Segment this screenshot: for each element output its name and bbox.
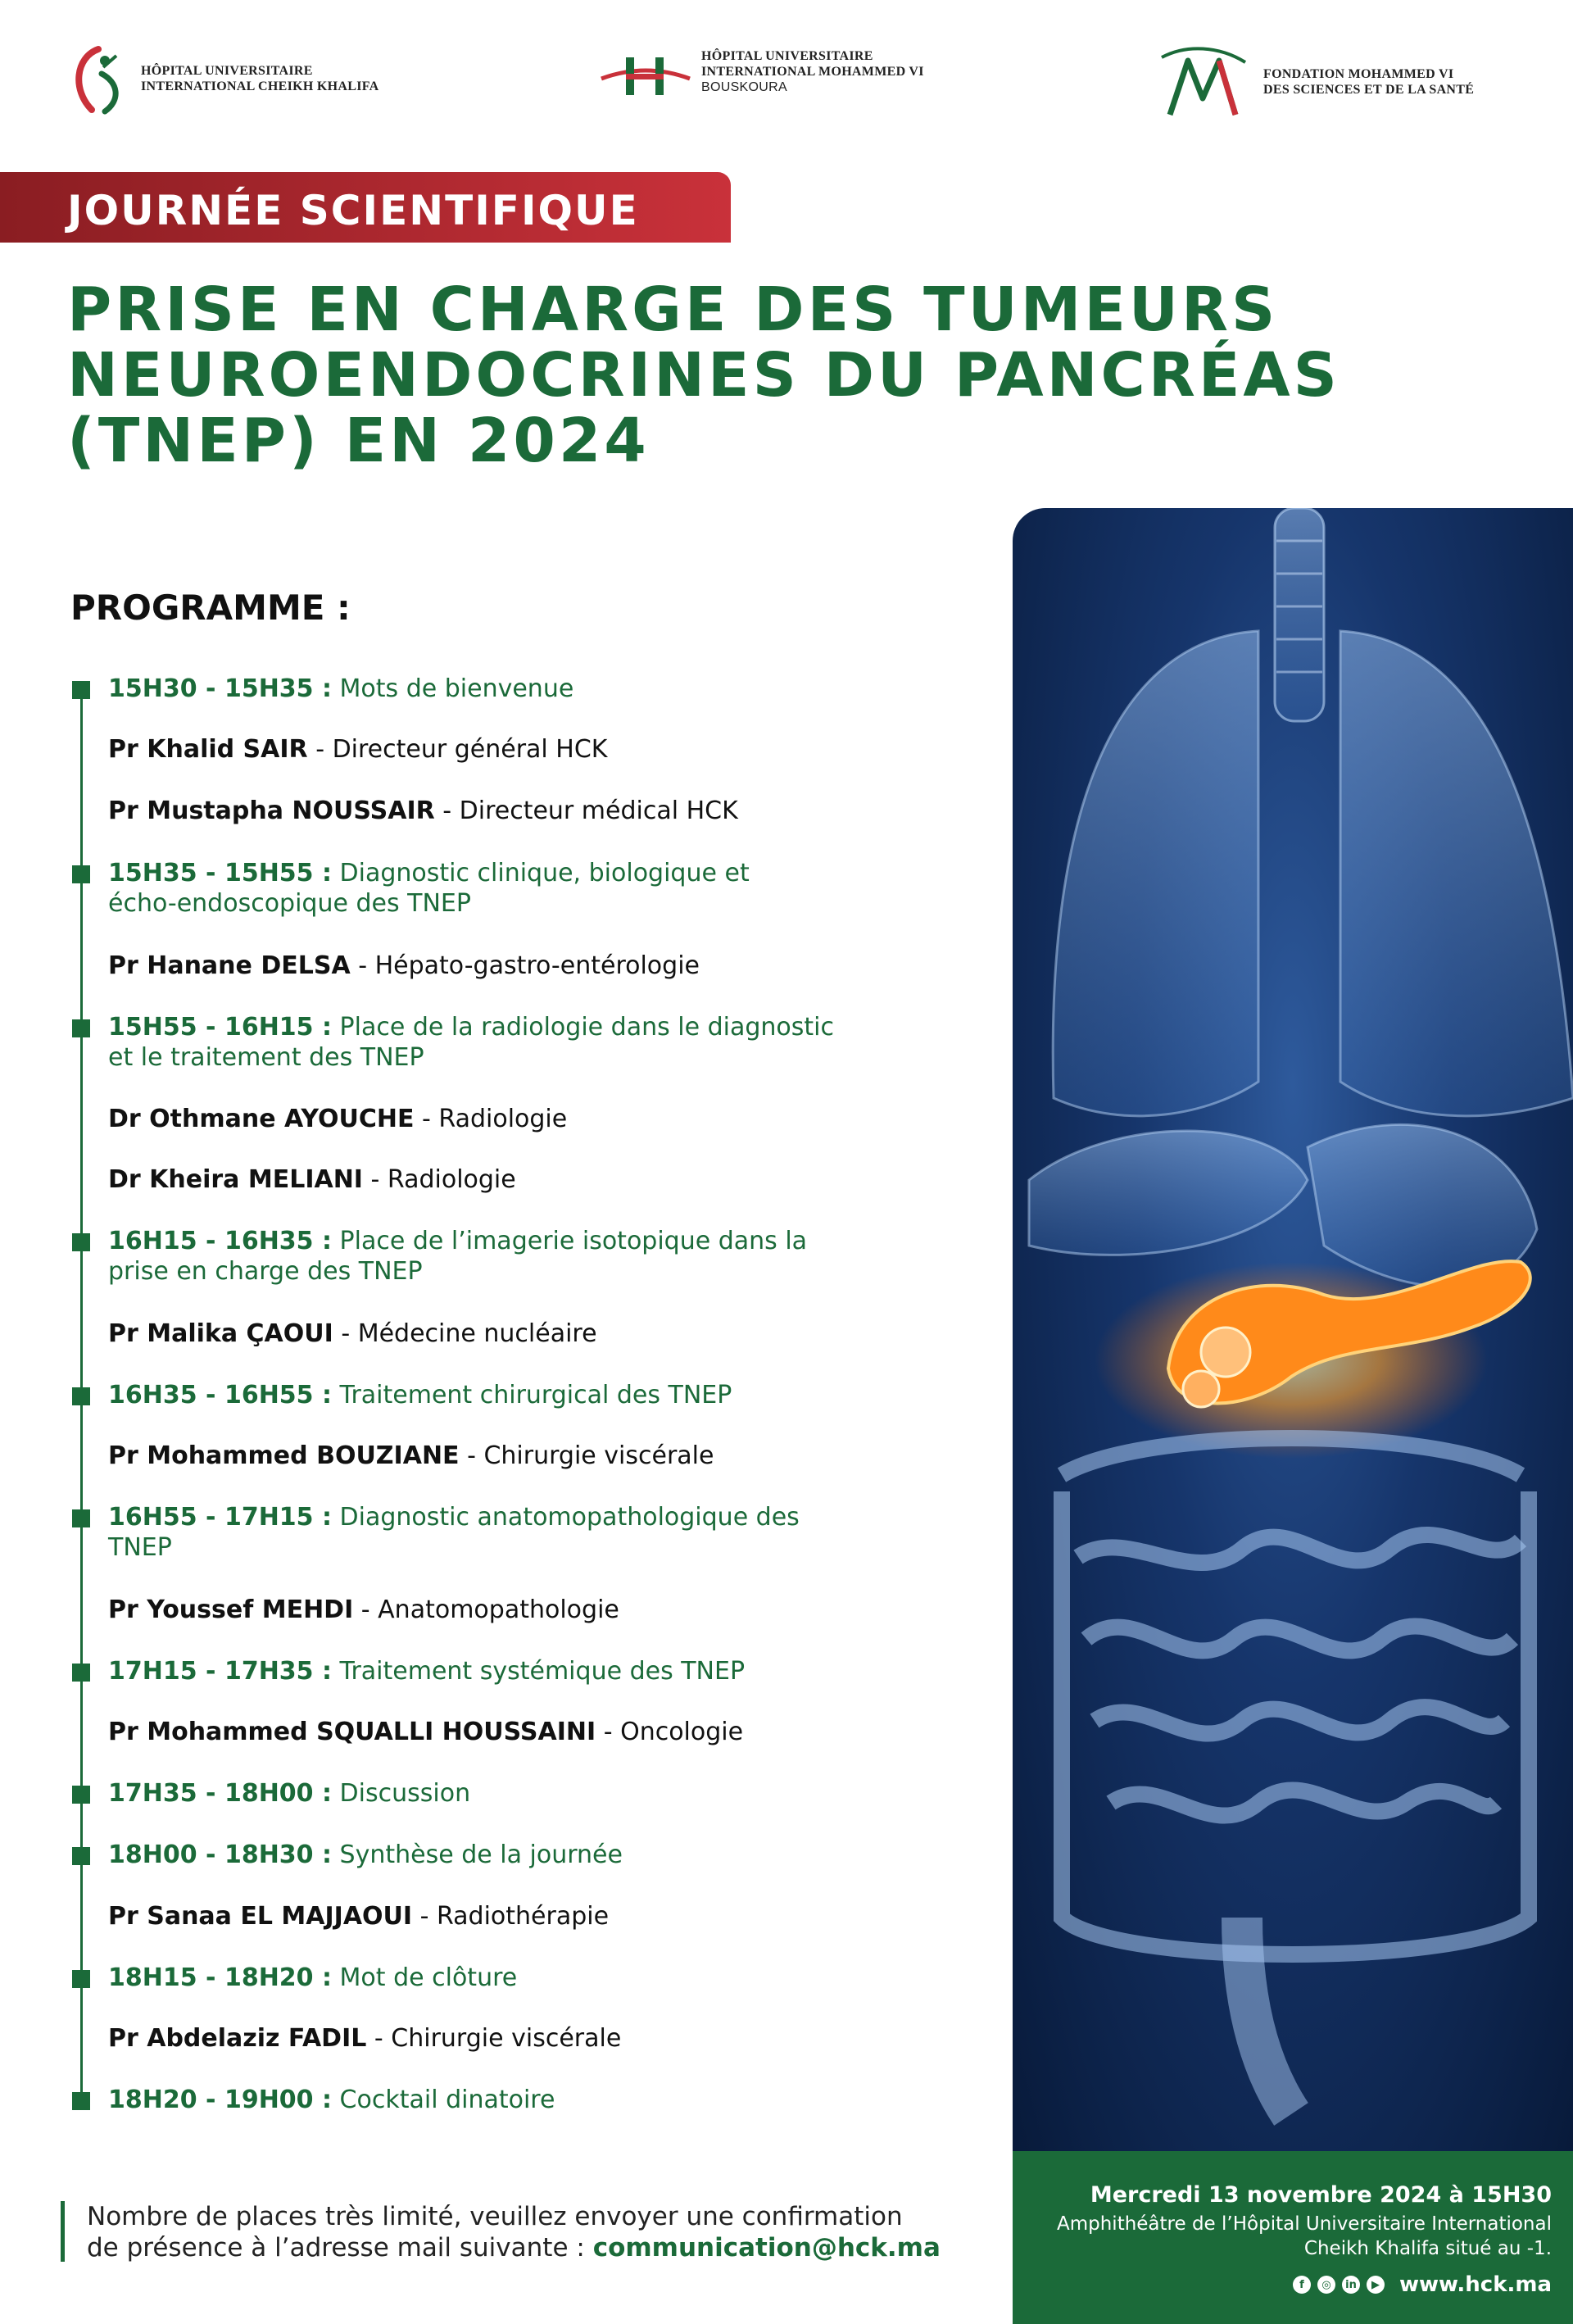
session-time: 17H15 - 17H35 : (108, 1657, 332, 1686)
timeline-bullet (72, 1970, 90, 1988)
timeline-bullet (72, 1387, 90, 1405)
title-line-2: NEUROENDOCRINES DU PANCRÉAS (67, 340, 1340, 411)
title-line-1: PRISE EN CHARGE DES TUMEURS (67, 275, 1279, 345)
programme-session (108, 858, 895, 919)
event-place-line-2: Cheikh Khalifa situé au -1. (1303, 2238, 1552, 2259)
timeline-bullet (72, 1664, 90, 1682)
session-time: 16H15 - 16H35 : (108, 1227, 332, 1255)
speaker-role: - Radiologie (422, 1105, 568, 1133)
linkedin-icon[interactable]: in (1342, 2276, 1360, 2294)
programme-session (108, 1963, 895, 1993)
programme-session (108, 1502, 895, 1563)
programme-speaker (108, 1319, 895, 1349)
registration-note-line-1: Nombre de places très limité, veuillez envoyer une confirmation (87, 2202, 903, 2231)
programme-session (108, 674, 895, 704)
programme-speaker (108, 1441, 895, 1471)
header (0, 0, 1573, 139)
timeline-bullet (72, 865, 90, 883)
speaker-name: Pr Hanane DELSA (108, 951, 351, 980)
event-place-line-1: Amphithéâtre de l’Hôpital Universitaire International (1056, 2213, 1552, 2235)
speaker-role: - Chirurgie viscérale (467, 1441, 714, 1470)
programme-speaker (108, 1595, 895, 1625)
timeline-bullet (72, 1786, 90, 1804)
timeline-bullet (72, 681, 90, 699)
programme-speaker (108, 1104, 895, 1134)
speaker-name: Pr Mustapha NOUSSAIR (108, 797, 435, 825)
speaker-role: - Hépato-gastro-entérologie (358, 951, 700, 980)
anatomy-illustration (1013, 508, 1573, 2151)
speaker-role: - Radiothérapie (419, 1902, 610, 1931)
session-title: Mot de clôture (339, 1963, 518, 1992)
hck-line2: INTERNATIONAL CHEIKH KHALIFA (141, 79, 379, 93)
hm6-line3: BOUSKOURA (701, 79, 787, 94)
hm6-line1: HÔPITAL UNIVERSITAIRE (701, 48, 873, 63)
speaker-role: - Oncologie (603, 1718, 744, 1746)
website-link[interactable]: www.hck.ma (1399, 2272, 1552, 2297)
speaker-name: Pr Malika ÇAOUI (108, 1319, 333, 1348)
programme-speaker (108, 734, 895, 765)
session-title: Diagnostic anatomopathologique des (339, 1503, 800, 1532)
programme-speaker (108, 796, 895, 826)
session-title-cont: prise en charge des TNEP (108, 1257, 423, 1286)
hck-logo-icon (67, 41, 129, 116)
session-time: 15H35 - 15H55 : (108, 859, 332, 887)
session-time: 15H30 - 15H35 : (108, 674, 332, 703)
programme-speaker (108, 1901, 895, 1931)
session-time: 18H15 - 18H20 : (108, 1963, 332, 1992)
speaker-role: - Directeur médical HCK (442, 797, 738, 825)
session-title: Traitement systémique des TNEP (339, 1657, 746, 1686)
page-title (67, 277, 1493, 474)
programme-session (108, 2085, 895, 2115)
title-line-3: (TNEP) EN 2024 (67, 406, 650, 476)
programme-session (108, 1656, 895, 1686)
speaker-role: - Radiologie (370, 1165, 516, 1194)
speaker-name: Dr Othmane AYOUCHE (108, 1105, 415, 1133)
programme-session (108, 1778, 895, 1809)
event-info-box (1013, 2151, 1573, 2324)
registration-note-line-2 (87, 2232, 988, 2263)
logo-hm6 (598, 41, 924, 102)
session-title-cont: TNEP (108, 1533, 172, 1562)
session-time: 18H00 - 18H30 : (108, 1841, 332, 1869)
event-type-banner (0, 172, 731, 243)
session-time: 17H35 - 18H00 : (108, 1779, 332, 1808)
session-title: Traitement chirurgical des TNEP (339, 1381, 732, 1409)
programme-session (108, 1012, 895, 1073)
hm6-logo-icon (598, 41, 693, 102)
session-title: Mots de bienvenue (339, 674, 574, 703)
programme-speaker (108, 1717, 895, 1747)
speaker-role: - Anatomopathologie (360, 1595, 619, 1624)
programme-speaker (108, 2023, 895, 2054)
fm6-line1: FONDATION MOHAMMED VI (1263, 67, 1454, 81)
timeline-bullet (72, 1019, 90, 1037)
speaker-name: Pr Mohammed SQUALLI HOUSSAINI (108, 1718, 596, 1746)
session-title: Place de l’imagerie isotopique dans la (339, 1227, 808, 1255)
registration-note-line-2-text: de présence à l’adresse mail suivante : (87, 2233, 585, 2263)
session-time: 16H35 - 16H55 : (108, 1381, 332, 1409)
logo-fm6 (1154, 41, 1474, 123)
hck-line1: HÔPITAL UNIVERSITAIRE (141, 64, 313, 78)
session-title: Diagnostic clinique, biologique et (339, 859, 750, 887)
session-time: 18H20 - 19H00 : (108, 2086, 332, 2114)
instagram-icon[interactable]: ◎ (1317, 2276, 1335, 2294)
programme-heading: PROGRAMME : (70, 588, 351, 628)
fm6-logo-icon (1154, 41, 1252, 123)
social-links (1293, 2272, 1552, 2297)
session-title: Discussion (339, 1779, 471, 1808)
timeline-bullet (72, 1509, 90, 1527)
speaker-name: Pr Mohammed BOUZIANE (108, 1441, 460, 1470)
registration-note (87, 2201, 988, 2263)
speaker-name: Pr Abdelaziz FADIL (108, 2024, 367, 2053)
facebook-icon[interactable]: f (1293, 2276, 1311, 2294)
session-title-cont: écho-endoscopique des TNEP (108, 889, 471, 918)
session-title: Cocktail dinatoire (339, 2086, 555, 2114)
hm6-line2: INTERNATIONAL MOHAMMED VI (701, 64, 924, 79)
speaker-name: Dr Kheira MELIANI (108, 1165, 363, 1194)
session-time: 16H55 - 17H15 : (108, 1503, 332, 1532)
event-date: Mercredi 13 novembre 2024 à 15H30 (1090, 2182, 1552, 2208)
timeline-bullet (72, 1847, 90, 1865)
youtube-icon[interactable]: ▶ (1367, 2276, 1385, 2294)
programme-speaker (108, 1164, 895, 1195)
session-title-cont: et le traitement des TNEP (108, 1043, 424, 1072)
speaker-role: - Chirurgie viscérale (374, 2024, 622, 2053)
event-type-label: JOURNÉE SCIENTIFIQUE (67, 187, 639, 234)
speaker-role: - Médecine nucléaire (341, 1319, 597, 1348)
speaker-role: - Directeur général HCK (315, 735, 608, 764)
speaker-name: Pr Youssef MEHDI (108, 1595, 354, 1624)
logo-hck (67, 41, 379, 116)
timeline-bullet (72, 1233, 90, 1251)
programme-session (108, 1380, 895, 1410)
session-time: 15H55 - 16H15 : (108, 1013, 332, 1042)
timeline-bullet (72, 2092, 90, 2110)
contact-email-link[interactable]: communication@hck.ma (592, 2233, 941, 2263)
footer-accent-bar (61, 2201, 65, 2262)
speaker-name: Pr Khalid SAIR (108, 735, 308, 764)
pancreas-anatomy-image (1013, 508, 1573, 2151)
programme-session (108, 1840, 895, 1870)
programme-session (108, 1226, 895, 1287)
programme-speaker (108, 951, 895, 981)
session-title: Synthèse de la journée (339, 1841, 623, 1869)
session-title: Place de la radiologie dans le diagnostic (339, 1013, 834, 1042)
speaker-name: Pr Sanaa EL MAJJAOUI (108, 1902, 413, 1931)
fm6-line2: DES SCIENCES ET DE LA SANTÉ (1263, 83, 1475, 97)
